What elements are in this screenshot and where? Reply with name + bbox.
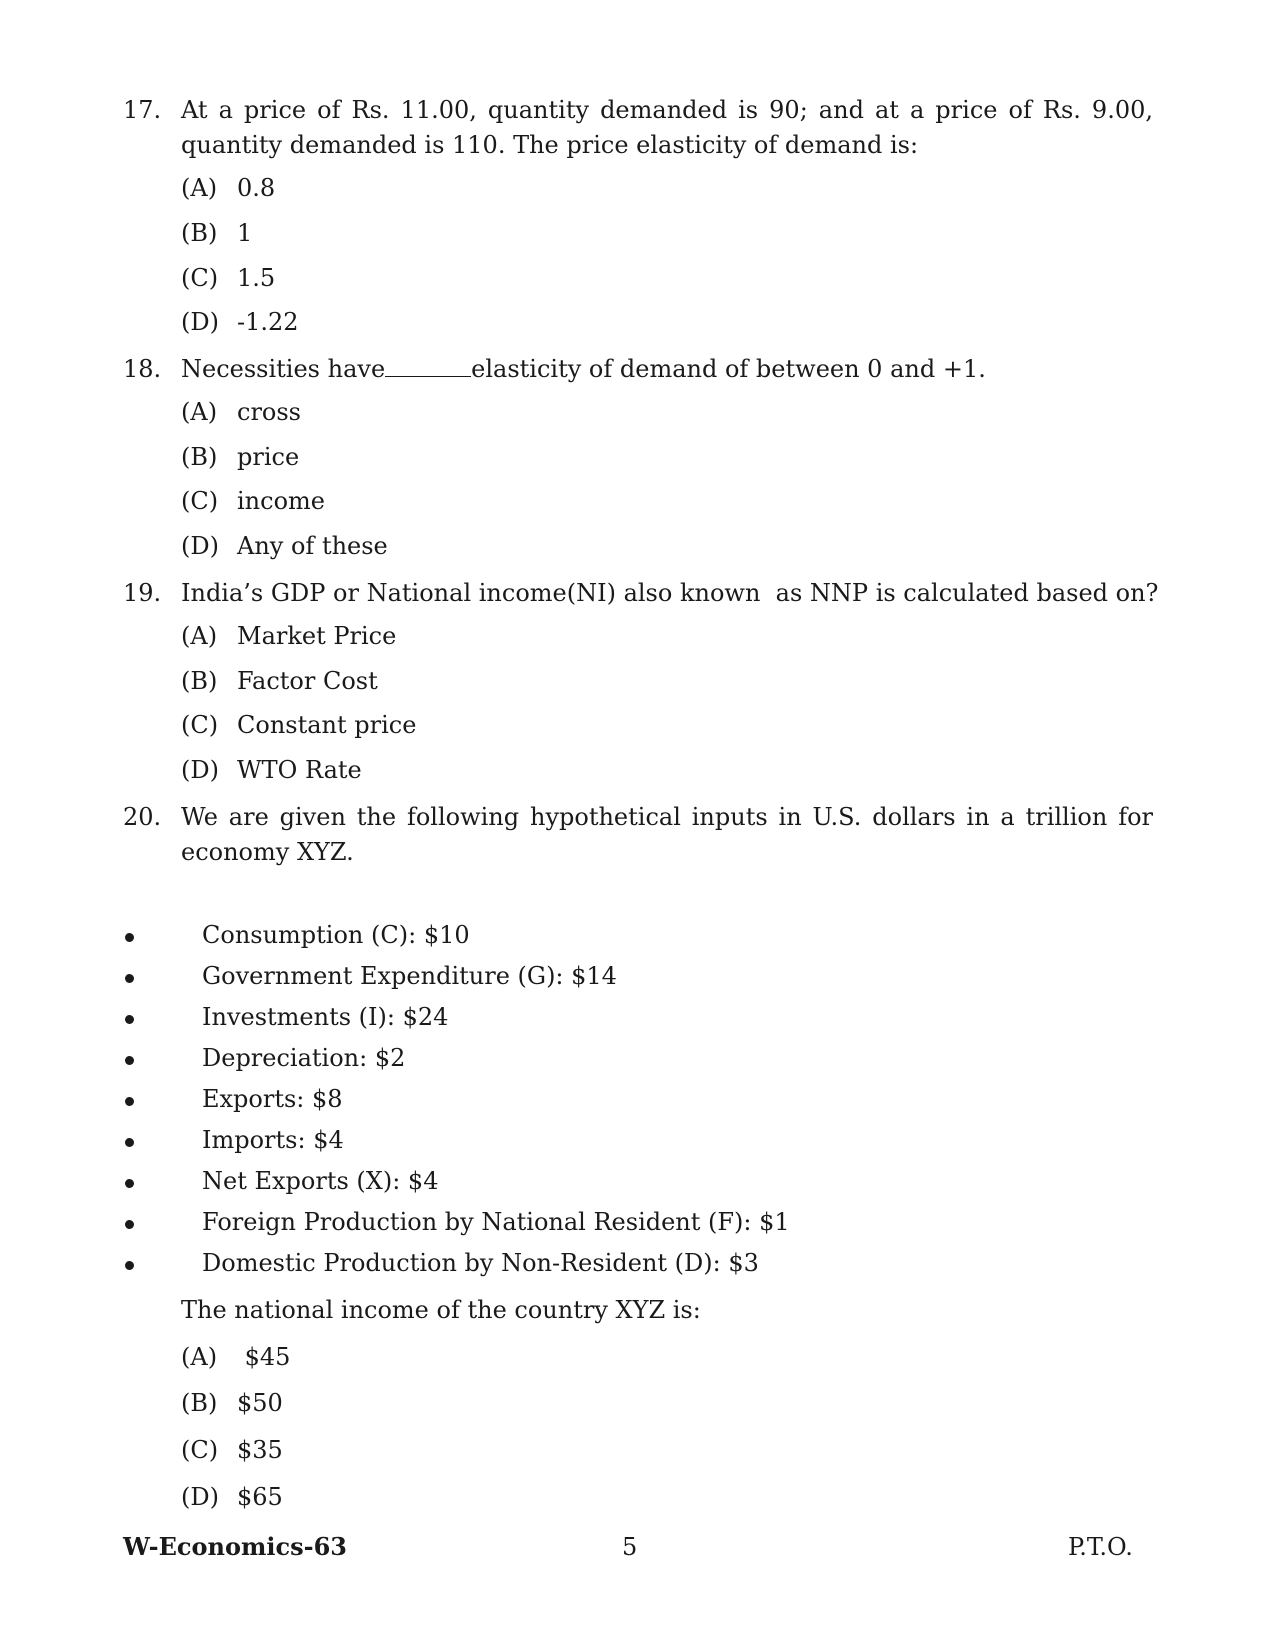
question-19 [123, 576, 1159, 784]
option-text: $45 [237, 1343, 291, 1371]
option-label: (B) [181, 1389, 218, 1417]
fill-in-blank [385, 356, 471, 377]
bullet-icon [125, 1261, 134, 1270]
question-number: 20. [123, 803, 162, 831]
option-label: (B) [181, 219, 218, 247]
option-label: (A) [181, 622, 218, 650]
option-a [181, 621, 396, 651]
question-number: 19. [123, 579, 162, 607]
option-label: (C) [181, 1436, 219, 1464]
question-tail: The national income of the country XYZ is: [181, 1296, 701, 1324]
option-label: (A) [181, 398, 218, 426]
question-18 [123, 352, 1153, 560]
footer-paper-code: W-Economics-63 [123, 1532, 347, 1561]
option-text: income [237, 487, 325, 515]
option-c [181, 263, 275, 293]
option-d [181, 1482, 283, 1512]
question-17 [123, 93, 1153, 336]
option-label: (B) [181, 443, 218, 471]
question-text-before: Necessities have [181, 355, 386, 383]
option-label: (D) [181, 756, 219, 784]
question-text: We are given the following hypothetical inputs in U.S. dollars in a trillion for economy XYZ. [181, 803, 1153, 866]
list-item: Depreciation: $2 [123, 1043, 405, 1073]
option-label: (A) [181, 1343, 218, 1371]
option-text: cross [237, 398, 301, 426]
option-b [181, 218, 252, 248]
option-d [181, 307, 299, 337]
option-a [181, 1342, 290, 1372]
option-text: $35 [237, 1436, 283, 1464]
option-text: -1.22 [237, 308, 299, 336]
footer-page-number: 5 [622, 1533, 638, 1561]
option-text: Market Price [237, 622, 397, 650]
list-item: Domestic Production by Non-Resident (D): $3 [123, 1248, 759, 1278]
option-d [181, 755, 362, 785]
option-label: (C) [181, 487, 219, 515]
option-text: $65 [237, 1483, 283, 1511]
option-text: 0.8 [237, 174, 276, 202]
option-text: Any of these [237, 532, 388, 560]
option-b [181, 666, 378, 696]
bullet-icon [125, 1097, 134, 1106]
bullet-icon [125, 1015, 134, 1024]
option-label: (C) [181, 711, 219, 739]
option-label: (D) [181, 308, 219, 336]
bullet-icon [125, 974, 134, 983]
list-item: Net Exports (X): $4 [123, 1166, 438, 1196]
option-a [181, 397, 301, 427]
bullet-icon [125, 933, 134, 942]
option-label: (D) [181, 1483, 219, 1511]
list-item: Consumption (C): $10 [123, 920, 470, 950]
option-a [181, 173, 275, 203]
footer-pto: P.T.O. [1068, 1533, 1133, 1561]
list-item: Investments (I): $24 [123, 1002, 448, 1032]
bullet-icon [125, 1220, 134, 1229]
option-text: price [237, 443, 300, 471]
bullet-icon [125, 1138, 134, 1147]
list-item: Imports: $4 [123, 1125, 344, 1155]
question-number: 17. [123, 96, 162, 124]
option-d [181, 531, 388, 561]
option-label: (C) [181, 264, 219, 292]
option-label: (A) [181, 174, 218, 202]
option-label: (D) [181, 532, 219, 560]
option-text: 1 [237, 219, 253, 247]
option-text: $50 [237, 1389, 283, 1417]
option-c [181, 1435, 283, 1465]
question-number: 18. [123, 355, 162, 383]
option-c [181, 486, 325, 516]
option-b [181, 1388, 283, 1418]
option-c [181, 710, 416, 740]
question-20 [123, 800, 1153, 870]
list-item: Government Expenditure (G): $14 [123, 961, 617, 991]
list-item: Exports: $8 [123, 1084, 343, 1114]
option-text: 1.5 [237, 264, 276, 292]
bullet-icon [125, 1179, 134, 1188]
option-label: (B) [181, 667, 218, 695]
question-text: At a price of Rs. 11.00, quantity demanded is 90; and at a price of Rs. 9.00, quantity demanded is 110. The price elasticity of demand is: [181, 96, 1153, 159]
question-text-after: elasticity of demand of between 0 and +1. [471, 355, 986, 383]
list-item: Foreign Production by National Resident (F): $1 [123, 1207, 790, 1237]
bullet-icon [125, 1056, 134, 1065]
option-b [181, 442, 299, 472]
option-text: Factor Cost [237, 667, 378, 695]
question-text: India’s GDP or National income(NI) also known as NNP is calculated based on? [181, 579, 1159, 607]
option-text: WTO Rate [237, 756, 362, 784]
option-text: Constant price [237, 711, 417, 739]
